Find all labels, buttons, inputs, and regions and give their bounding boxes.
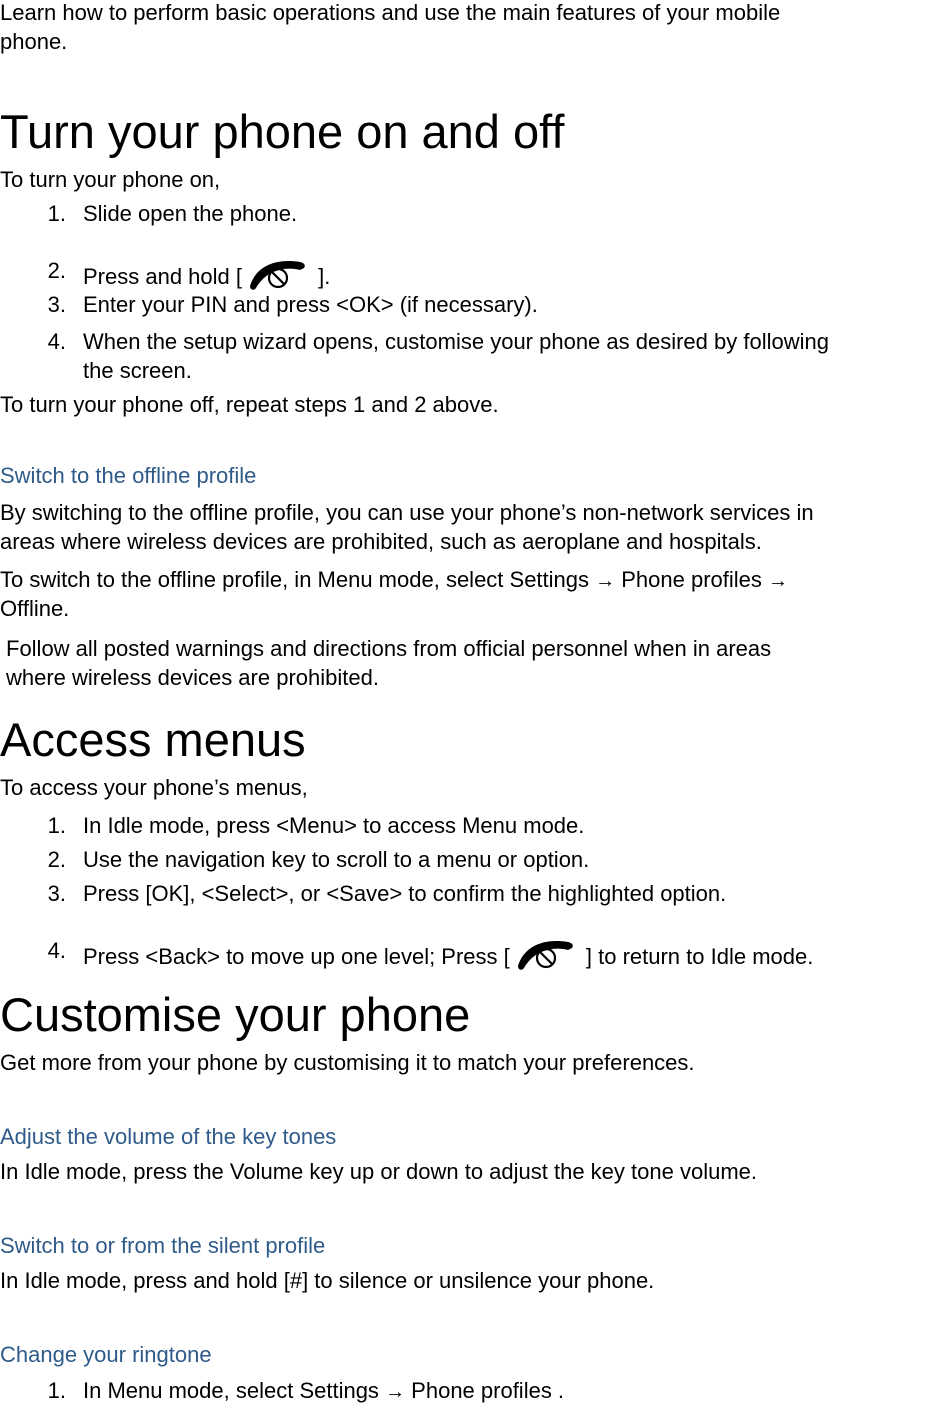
turn-off-text: To turn your phone off, repeat steps 1 and 2 above.: [0, 392, 499, 417]
list-text-suffix: Phone profiles .: [405, 1378, 565, 1403]
list-text: In Menu mode, select Settings: [83, 1378, 386, 1403]
list-text-continued: the screen.: [83, 358, 192, 383]
silent-profile-text: In Idle mode, press and hold [#] to silence or unsilence your phone.: [0, 1268, 655, 1293]
section3-lead: Get more from your phone by customising it to match your preferences.: [0, 1050, 695, 1075]
key-tones-text: In Idle mode, press the Volume key up or down to adjust the key tone volume.: [0, 1159, 757, 1184]
list-number: 3.: [47, 881, 66, 906]
list-text-suffix: ].: [311, 264, 331, 289]
offline-menu-path-end: Offline.: [0, 596, 70, 621]
list-number: 1.: [47, 201, 66, 226]
list-number: 4.: [47, 938, 66, 963]
list-text-suffix: ] to return to Idle mode.: [579, 944, 814, 969]
intro-line-1: Learn how to perform basic operations and use the main features of your mobile: [0, 0, 781, 25]
list-text: In Idle mode, press <Menu> to access Menu mode.: [83, 813, 585, 838]
menu-path-arrow-icon: →: [385, 1381, 406, 1403]
offline-paragraph-line-2: areas where wireless devices are prohibited, such as aeroplane and hospitals.: [0, 529, 762, 554]
list-number: 3.: [47, 292, 66, 317]
list-text: Enter your PIN and press <OK> (if necessary).: [83, 292, 538, 317]
section-title-customise: Customise your phone: [0, 988, 471, 1041]
list-text: Use the navigation key to scroll to a menu or option.: [83, 847, 590, 872]
subheading-key-tones: Adjust the volume of the key tones: [0, 1124, 337, 1149]
list-number: 2.: [47, 847, 66, 872]
warning-line-1: Follow all posted warnings and directions from official personnel when in areas: [6, 636, 772, 661]
subheading-offline-profile: Switch to the offline profile: [0, 463, 257, 488]
list-text: Press <Back> to move up one level; Press [: [83, 944, 510, 969]
list-text: Press and hold [: [83, 264, 242, 289]
offline-paragraph-line-1: By switching to the offline profile, you can use your phone’s non-network services in: [0, 500, 814, 525]
section1-lead: To turn your phone on,: [0, 167, 221, 192]
menu-path-arrow-icon: →: [768, 570, 789, 592]
end-call-key-icon: [514, 936, 576, 972]
subheading-silent-profile: Switch to or from the silent profile: [0, 1233, 326, 1258]
section-title-access-menus: Access menus: [0, 713, 306, 766]
list-text: When the setup wizard opens, customise your phone as desired by following: [83, 329, 829, 354]
list-number: 1.: [47, 1378, 66, 1403]
menu-path-arrow-icon: →: [595, 570, 616, 592]
end-call-key-icon: [246, 256, 308, 292]
list-number: 4.: [47, 329, 66, 354]
subheading-ringtone: Change your ringtone: [0, 1342, 212, 1367]
list-number: 2.: [47, 258, 66, 283]
section-title-turn-on-off: Turn your phone on and off: [0, 105, 565, 158]
list-number: 1.: [47, 813, 66, 838]
list-text: Press [OK], <Select>, or <Save> to confirm the highlighted option.: [83, 881, 727, 906]
warning-line-2: where wireless devices are prohibited.: [6, 665, 379, 690]
offline-menu-path: To switch to the offline profile, in Menu mode, select Settings → Phone profiles →: [0, 567, 789, 592]
intro-line-2: phone.: [0, 29, 68, 54]
list-text: Slide open the phone.: [83, 201, 298, 226]
section2-lead: To access your phone’s menus,: [0, 775, 308, 800]
